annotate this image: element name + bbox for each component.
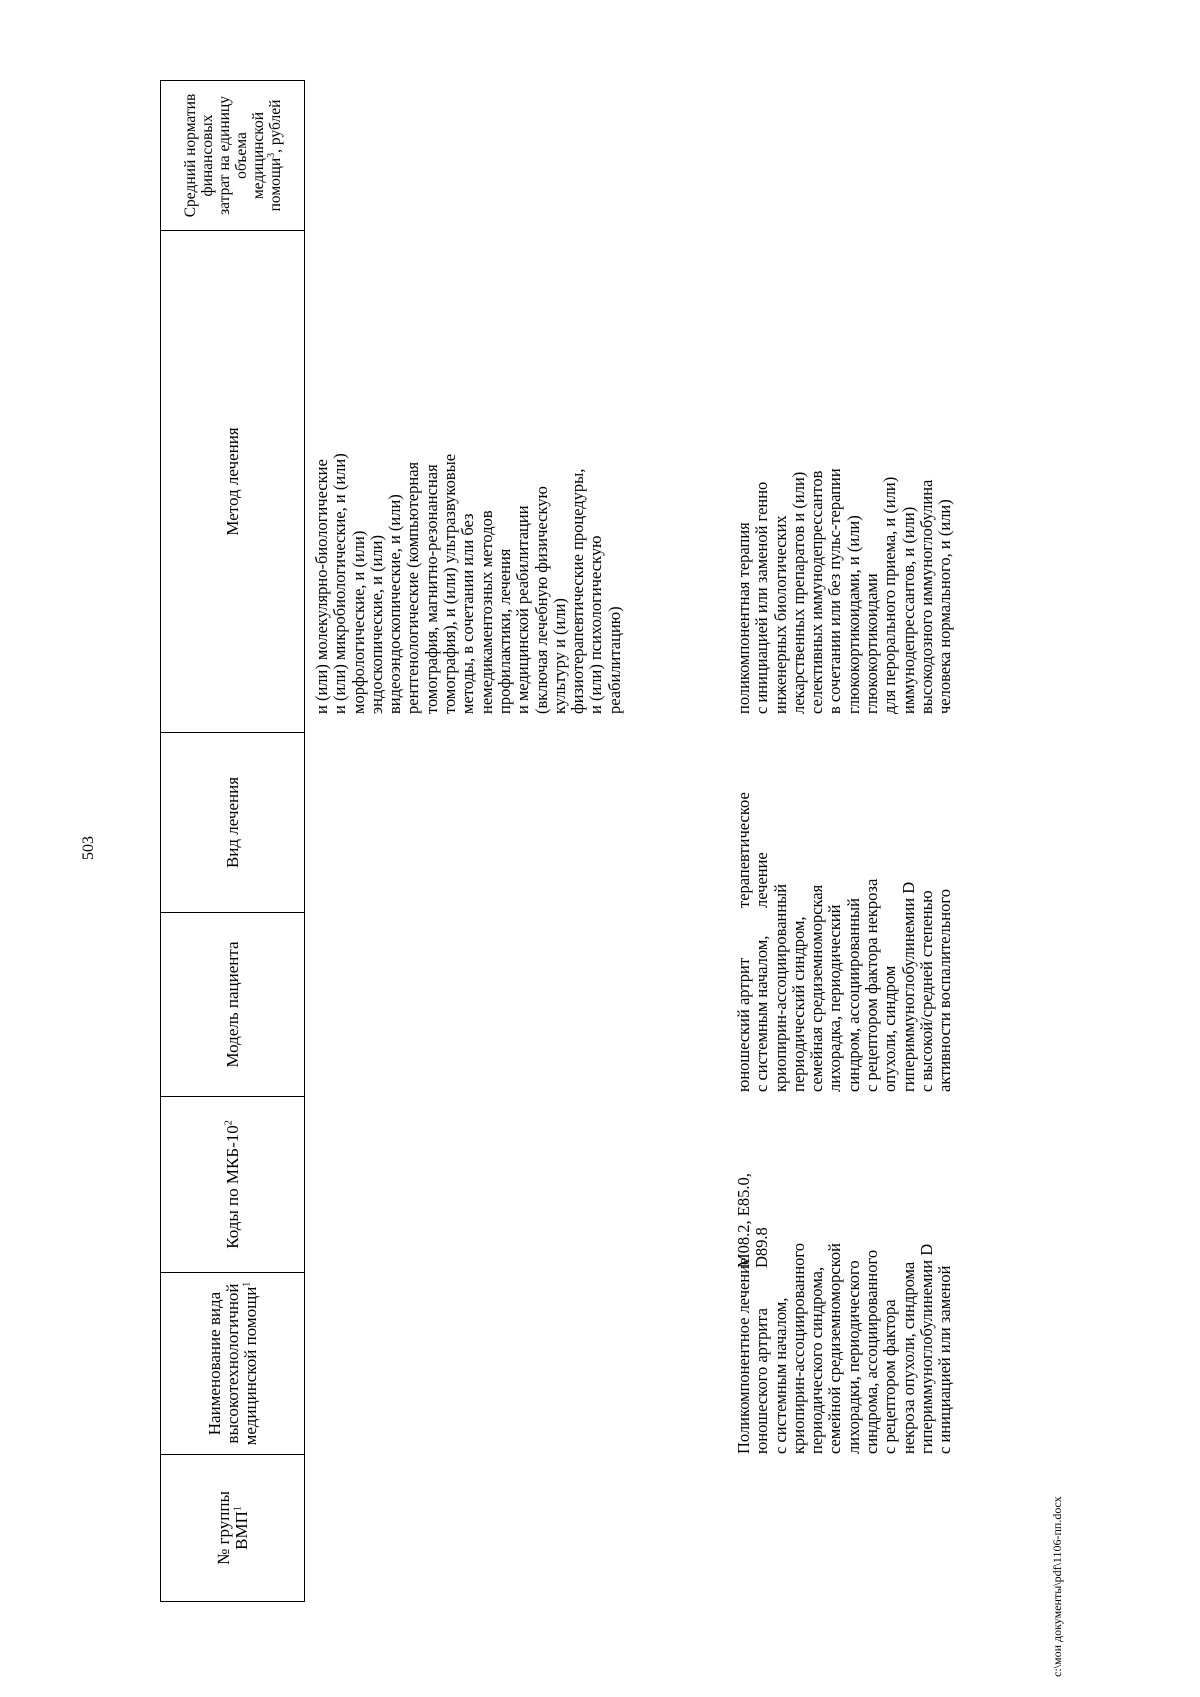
header-icd-codes bbox=[160, 1096, 305, 1272]
page-number: 503 bbox=[80, 836, 97, 860]
header-treatment-type-text: Вид лечения bbox=[222, 776, 242, 869]
header-care-name-text: Наименование вида высокотехнологичной медицинской помощи bbox=[204, 1283, 260, 1446]
patient-model-cell: юношеский артрит с системным началом, криопирин-ассоциированный периодический синдром, семейная средиземноморская лихорадка, периодический синдром, ассоциированный с рецептором фактора некроза опухоли, синдром гипериммуноглобулинемии D с высокой/средней степенью активности воспалительного bbox=[734, 878, 955, 1092]
footnote-mark: 1 bbox=[231, 1506, 243, 1512]
treatment-method-cell: поликомпонентная терапия с инициацией или заменой генно инженерных биологических лекарственных препаратов и (или) селективных иммунодепрессантов в сочетании или без пульс-терапии глюкокортикоидами, и (или) глюкокортикоидами для перорального приема, и (или) иммунодепрессантов, и (или) высокодозного иммуноглобулина человека нормального, и (или) bbox=[734, 468, 955, 714]
header-treatment-type bbox=[160, 732, 305, 912]
header-care-name bbox=[160, 1272, 305, 1454]
header-group-number bbox=[160, 1454, 305, 1602]
footnote-mark: 3 bbox=[265, 152, 277, 158]
header-financial-norm-text: Средний норматив финансовых затрат на единицу объема медицинской помощи bbox=[181, 93, 284, 218]
treatment-type-cell: терапевтическое лечение bbox=[734, 792, 772, 908]
header-group-number-text: № группы ВМП bbox=[213, 1491, 251, 1565]
footnote-mark: 1 bbox=[240, 1281, 252, 1287]
footer-file-path: c:\мои документы\pdf\1106-пп.docx bbox=[1050, 1496, 1064, 1677]
care-name-cell: Поликомпонентное лечение юношеского артрита с системным началом, криопирин-ассоциированного периодического синдрома, семейной средиземноморской лихорадки, периодического синдрома, ассоциированного с рецептором фактора некроза опухоли, синдрома гипериммуноглобулинемии D с инициацией или заменой bbox=[734, 1242, 955, 1454]
header-icd-codes-text: Коды по МКБ-10 bbox=[222, 1125, 242, 1249]
header-patient-model-text: Модель пациента bbox=[222, 941, 242, 1068]
header-treatment-method bbox=[160, 230, 305, 732]
footnote-mark: 2 bbox=[222, 1120, 234, 1126]
header-financial-norm-suffix: , рублей bbox=[266, 99, 284, 153]
header-financial-norm bbox=[160, 80, 305, 230]
method-continuation: и (или) молекулярно-биологические и (или) микробиологические, и (или) морфологические, и (или) эндоскопические, и (или) видеоэндоскопические, и (или) рентгенологические (компьютерная томография, магнитно-резонансная томография), и (или) ультразвуковые методы, в сочетании или без немедикаментозных методов профилактики, лечения и медицинской реабилитации (включая лечебную физическую культуру и (или) физиотерапевтические процедуры, и (или) психологическую реабилитацию) bbox=[312, 453, 624, 714]
header-patient-model bbox=[160, 912, 305, 1096]
icd-codes-cell: M08.2, E85.0, D89.8 bbox=[734, 1173, 772, 1268]
header-treatment-method-text: Метод лечения bbox=[222, 427, 242, 536]
